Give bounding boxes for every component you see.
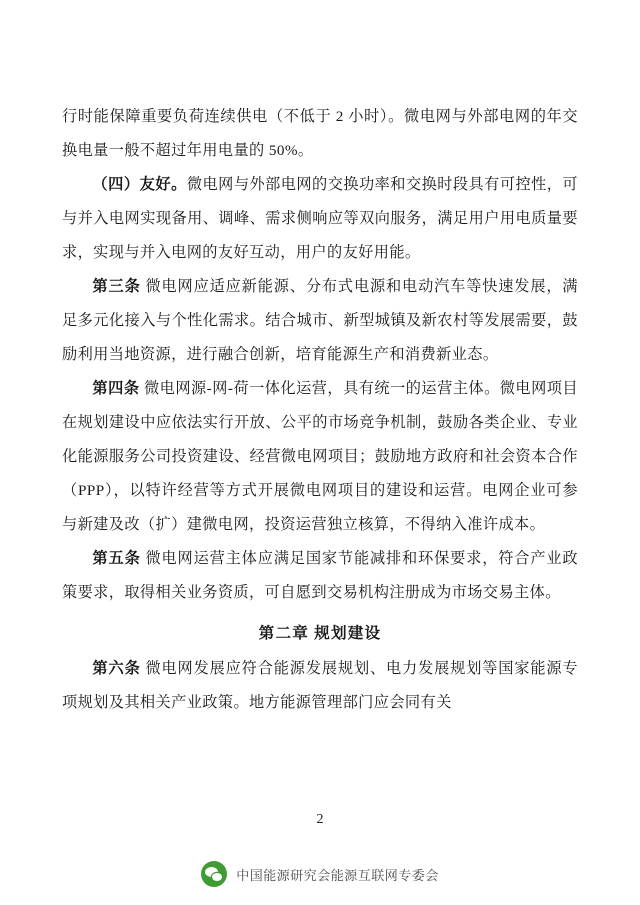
paragraph-text: 微电网源-网-荷一体化运营，具有统一的运营主体。微电网项目在规划建设中应依法实行开放、公平的市场竞争机制，鼓励各类企业、专业化能源服务公司投资建设、经营微电网项目；鼓励地方政府和社会资本合作（PPP），以特许经营等方式开展微电网项目的建设和运营。电网企业可参与新建及改（扩）建微电网，投资运营独立核算，不得纳入准许成本。 (62, 380, 579, 533)
paragraph-text: 微电网与外部电网的交换功率和交换时段具有可控性，可与并入电网实现备用、调峰、需求侧响应等双向服务，满足用户用电质量要求，实现与并入电网的友好互动，用户的友好用能。 (62, 176, 578, 261)
paragraph-continuation (62, 100, 578, 168)
wechat-icon (201, 861, 227, 887)
paragraph-term: 第四条 (92, 380, 140, 397)
paragraph-term: 第五条 (92, 550, 141, 567)
paragraph-text: 微电网发展应符合能源发展规划、电力发展规划等国家能源专项规划及其相关产业政策。地方能源管理部门应会同有关 (62, 660, 579, 711)
paragraph-text: 行时能保障重要负荷连续供电（不低于 2 小时）。微电网与外部电网的年交换电量一般不超过年用电量的 50%。 (62, 108, 578, 159)
paragraph-term: 第六条 (92, 660, 141, 677)
footer-attribution (201, 861, 439, 887)
paragraph-term: （四）友好。 (92, 176, 187, 193)
paragraph-item-four (62, 168, 578, 270)
paragraph-article-six (62, 652, 578, 720)
paragraph-text: 微电网运营主体应满足国家节能减排和环保要求，符合产业政策要求，取得相关业务资质，可自愿到交易机构注册成为市场交易主体。 (62, 550, 579, 601)
chapter-heading: 第二章 规划建设 (258, 625, 382, 642)
paragraph-term: 第三条 (92, 278, 141, 295)
paragraph-text: 微电网应适应新能源、分布式电源和电动汽车等快速发展，满足多元化接入与个性化需求。结合城市、新型城镇及新农村等发展需要，鼓励利用当地资源，进行融合创新，培育能源生产和消费新业态。 (62, 278, 579, 363)
paragraph-article-three (62, 270, 578, 372)
footer-text: 中国能源研究会能源互联网专委会 (236, 867, 439, 883)
paragraph-article-four (62, 372, 578, 542)
page-number: 2 (316, 812, 324, 827)
paragraph-article-five (62, 542, 578, 610)
footer-band (0, 843, 640, 905)
document-body (62, 100, 578, 720)
